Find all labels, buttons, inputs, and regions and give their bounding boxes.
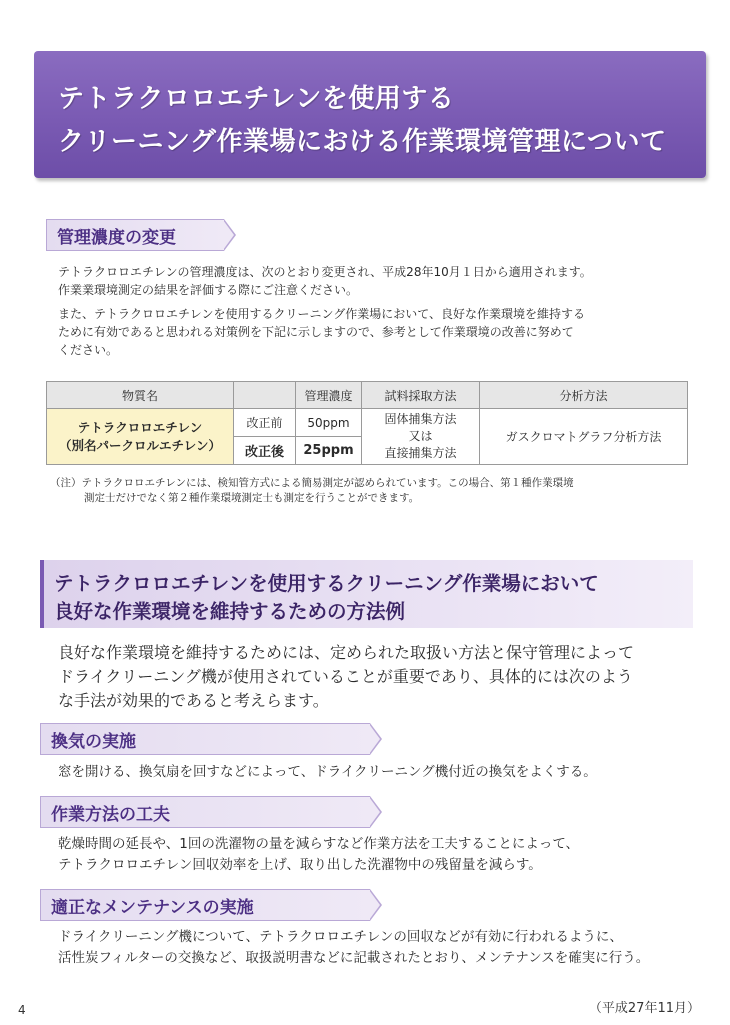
- substance-cell: [47, 409, 234, 465]
- paragraph-concentration-change: [58, 263, 592, 299]
- work-method-text: [58, 834, 579, 876]
- section-band-methods: [40, 560, 693, 628]
- ventilation-text: [58, 762, 597, 783]
- substance-alias: （別名パークロルエチレン）: [59, 437, 221, 453]
- sampling-method-2: 直接捕集方法: [384, 446, 457, 460]
- header-sampling: 試料採取方法: [362, 382, 480, 409]
- paragraph-line: また、テトラクロロエチレンを使用するクリーニング作業場において、良好な作業環境を維持する: [58, 307, 585, 321]
- table-header-row: [47, 382, 688, 409]
- text-line: テトラクロロエチレン回収効率を上げ、取り出した洗濯物中の残留量を減らす。: [58, 857, 542, 873]
- note-line: 測定士だけでなく第２種作業環境測定士も測定を行うことができます。: [84, 492, 420, 504]
- substance-name: テトラクロロエチレン: [77, 419, 203, 435]
- sampling-or: 又は: [408, 429, 433, 443]
- section-tag-work-method: [40, 796, 382, 828]
- text-line: 活性炭フィルターの交換など、取扱説明書などに記載されたとおり、メンテナンスを確実に行う。: [58, 950, 650, 966]
- tag-arrow: [370, 796, 382, 828]
- row-label-after: 改正後: [234, 437, 296, 465]
- section-tag-label: 管理濃度の変更: [46, 219, 224, 251]
- table-note: [50, 476, 574, 506]
- analysis-cell: ガスクロマトグラフ分析方法: [480, 409, 688, 465]
- section-tag-label: 換気の実施: [40, 723, 370, 755]
- concentration-before: 50ppm: [296, 409, 362, 437]
- page-title-line1: テトラクロロエチレンを使用する: [58, 84, 455, 114]
- section-heading-line2: 良好な作業環境を維持するための方法例: [54, 600, 406, 623]
- tag-arrow: [224, 219, 236, 251]
- paragraph-line: ために有効であると思われる対策例を下記に示しますので、参考として作業環境の改善に努めて: [58, 325, 574, 339]
- paragraph-line: 作業業環境測定の結果を評価する際にご注意ください。: [58, 283, 359, 297]
- concentration-after: 25ppm: [296, 437, 362, 465]
- concentration-table: [46, 381, 688, 465]
- text-line: 乾燥時間の延長や、1回の洗濯物の量を減らすなど作業方法を工夫することによって、: [58, 836, 580, 852]
- section-tag-label: 適正なメンテナンスの実施: [40, 889, 370, 921]
- text-line: 窓を開ける、換気扇を回すなどによって、ドライクリーニング機付近の換気をよくする。: [58, 764, 597, 780]
- text-line: ドライクリーニング機について、テトラクロロエチレンの回収などが有効に行われるように、: [58, 929, 623, 945]
- section-tag-maintenance: [40, 889, 382, 921]
- note-line: （注）テトラクロロエチレンには、検知管方式による簡易測定が認められています。この場合、第１種作業環境: [50, 477, 574, 489]
- paragraph-line: テトラクロロエチレンの管理濃度は、次のとおり変更され、平成28年10月１日から適用されます。: [58, 265, 592, 279]
- page-number: 4: [18, 1003, 26, 1017]
- header-analysis: 分析方法: [480, 382, 688, 409]
- section-tag-label: 作業方法の工夫: [40, 796, 370, 828]
- title-banner: [34, 51, 706, 178]
- paragraph-measures-intro: [58, 305, 585, 359]
- tag-arrow: [370, 723, 382, 755]
- sampling-method-1: 固体捕集方法: [384, 412, 457, 426]
- section-tag-concentration-change: [46, 219, 236, 251]
- paragraph-line: ください。: [58, 343, 119, 357]
- lead-line: 良好な作業環境を維持するためには、定められた取扱い方法と保守管理によって: [58, 643, 635, 662]
- lead-line: ドライクリーニング機が使用されていることが重要であり、具体的には次のよう: [58, 667, 633, 686]
- sampling-cell: [362, 409, 480, 465]
- methods-lead-paragraph: [58, 641, 634, 713]
- header-substance: 物質名: [47, 382, 234, 409]
- section-tag-ventilation: [40, 723, 382, 755]
- table-row: [47, 409, 688, 437]
- lead-line: な手法が効果的であると考えらます。: [58, 691, 329, 710]
- tag-arrow: [370, 889, 382, 921]
- maintenance-text: [58, 927, 649, 969]
- publication-date: （平成27年11月）: [588, 1001, 700, 1016]
- section-heading-line1: テトラクロロエチレンを使用するクリーニング作業場において: [54, 572, 599, 595]
- header-blank: [234, 382, 296, 409]
- header-concentration: 管理濃度: [296, 382, 362, 409]
- row-label-before: 改正前: [234, 409, 296, 437]
- page-title-line2: クリーニング作業場における作業環境管理について: [58, 127, 667, 157]
